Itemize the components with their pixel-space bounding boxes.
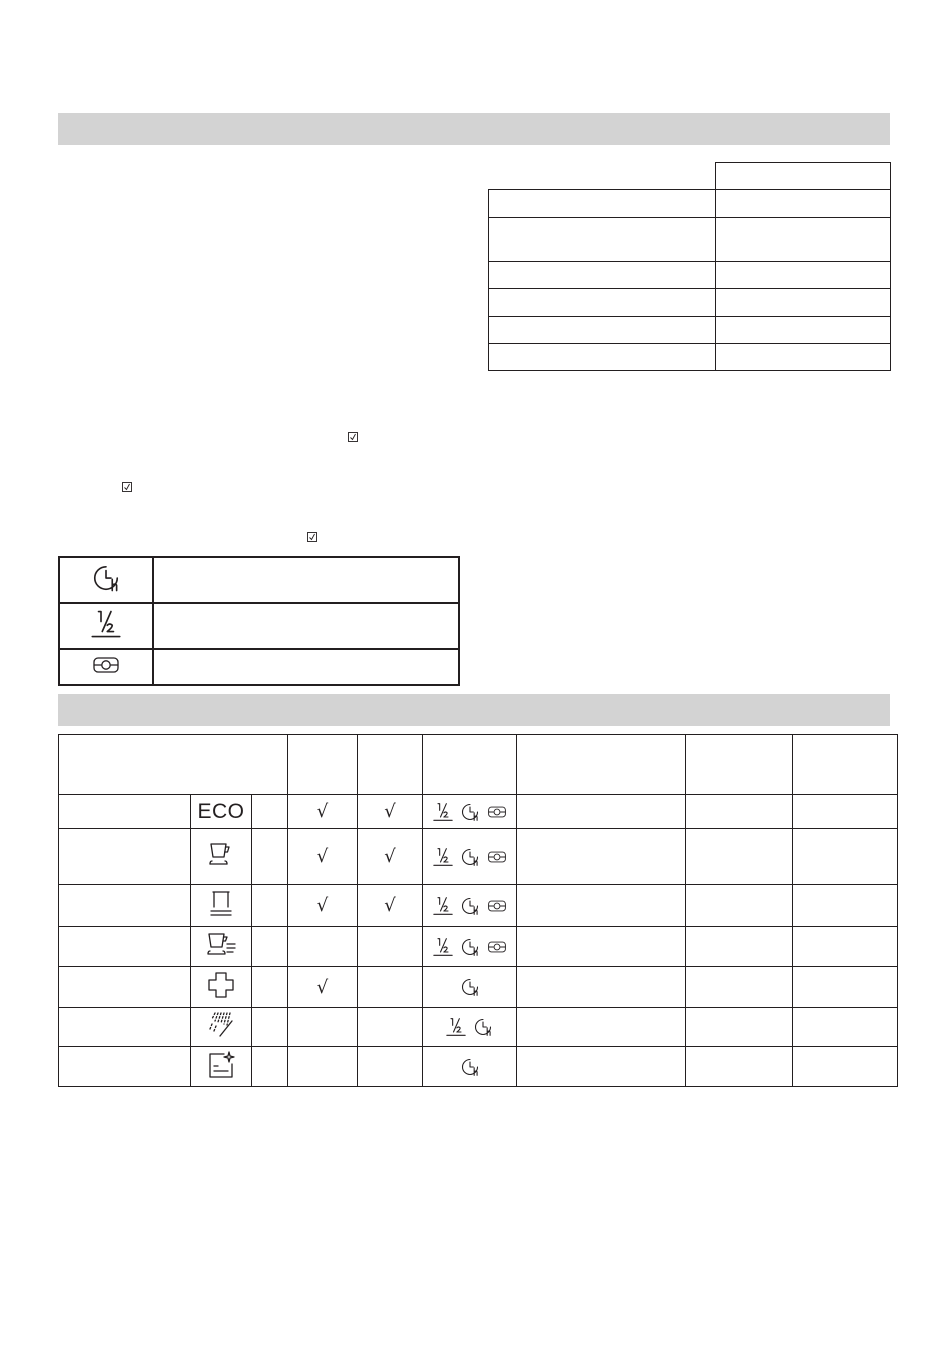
- check-mark: √: [316, 895, 329, 916]
- time-saver-icon: [460, 937, 480, 957]
- programme-spacer: [252, 967, 288, 1008]
- programme-symbol: [191, 795, 252, 829]
- section-header-band: [58, 113, 890, 145]
- extra-dry-icon: [487, 850, 507, 864]
- options-cell: [423, 927, 517, 967]
- quick-cup-icon: [205, 930, 237, 960]
- option-description: [153, 603, 459, 649]
- check-b: [358, 967, 423, 1008]
- programme-symbol: [191, 1008, 252, 1047]
- time-saver-icon: [460, 1057, 480, 1077]
- check-a: [288, 795, 358, 829]
- extra-dry-icon: [487, 940, 507, 954]
- spec-cell: [715, 190, 890, 218]
- programme-cell: [517, 1008, 686, 1047]
- programme-name: [59, 829, 191, 885]
- eco-label: ECO: [197, 799, 245, 823]
- time-saver-icon: [460, 847, 480, 867]
- spec-cell: [715, 317, 890, 344]
- programme-cell: [793, 885, 898, 927]
- programme-table: [58, 734, 898, 1087]
- option-description: [153, 649, 459, 685]
- options-cell: [423, 1008, 517, 1047]
- spec-cell: [715, 218, 890, 262]
- programme-name: [59, 885, 191, 927]
- spec-cell: [715, 163, 890, 190]
- programme-spacer: [252, 1047, 288, 1087]
- programme-cell: [517, 885, 686, 927]
- programme-cell: [793, 1047, 898, 1087]
- header-cell: [793, 735, 898, 795]
- check-b: [358, 1047, 423, 1087]
- programme-symbol: [191, 927, 252, 967]
- programme-cell: [686, 829, 793, 885]
- header-cell: [423, 735, 517, 795]
- programme-symbol: [191, 967, 252, 1008]
- spec-cell: [489, 344, 716, 371]
- programme-row: [59, 1008, 898, 1047]
- programme-cell: [793, 795, 898, 829]
- check-mark: √: [384, 895, 396, 916]
- header-cell: [288, 735, 358, 795]
- programme-header-row: [59, 735, 898, 795]
- programme-cell: [686, 795, 793, 829]
- check-a: [288, 927, 358, 967]
- programme-row: [59, 829, 898, 885]
- pot-icon: [206, 889, 236, 919]
- time-saver-icon: [91, 563, 121, 593]
- programme-spacer: [252, 927, 288, 967]
- extra-dry-icon: [487, 899, 507, 913]
- programme-cell: [686, 885, 793, 927]
- check-b: [358, 885, 423, 927]
- programme-name: [59, 1008, 191, 1047]
- programme-name: [59, 927, 191, 967]
- programme-name: [59, 967, 191, 1008]
- spec-cell: [489, 317, 716, 344]
- half-load-icon: [433, 937, 453, 957]
- spec-cell: [715, 344, 890, 371]
- programme-spacer: [252, 885, 288, 927]
- rinse-icon: [206, 1010, 236, 1040]
- programme-row: [59, 967, 898, 1008]
- options-cell: [423, 829, 517, 885]
- options-cell: [423, 1047, 517, 1087]
- half-load-icon: [446, 1017, 466, 1037]
- option-description: [153, 557, 459, 603]
- check-a: [288, 1047, 358, 1087]
- programme-cell: [517, 795, 686, 829]
- options-cell: [423, 885, 517, 927]
- programme-spacer: [252, 829, 288, 885]
- cross-icon: [206, 970, 236, 1000]
- section-header-band-programmes: [58, 694, 890, 726]
- programme-cell: [686, 1008, 793, 1047]
- header-cell: [517, 735, 686, 795]
- half-load-icon: [91, 609, 121, 639]
- check-mark: √: [384, 801, 396, 822]
- programme-spacer: [252, 795, 288, 829]
- programme-cell: [517, 829, 686, 885]
- check-b: [358, 829, 423, 885]
- spec-cell: [489, 163, 716, 190]
- time-saver-icon: [460, 977, 480, 997]
- programme-cell: [793, 1008, 898, 1047]
- programme-cell: [517, 1047, 686, 1087]
- extra-dry-icon: [487, 805, 507, 819]
- check-mark: √: [316, 801, 329, 822]
- check-mark: √: [316, 846, 329, 867]
- option-icon-cell: [59, 557, 153, 603]
- programme-symbol: [191, 885, 252, 927]
- programme-name: [59, 795, 191, 829]
- programme-symbol: [191, 1047, 252, 1087]
- spec-cell: [489, 262, 716, 289]
- programme-row: [59, 1047, 898, 1087]
- options-cell: [423, 795, 517, 829]
- options-cell: [423, 967, 517, 1008]
- check-mark: √: [316, 976, 329, 998]
- programme-cell: [517, 967, 686, 1008]
- spec-cell: [489, 218, 716, 262]
- half-load-icon: [433, 847, 453, 867]
- programme-row: [59, 885, 898, 927]
- programme-cell: [793, 967, 898, 1008]
- spec-cell: [715, 289, 890, 317]
- header-cell: [358, 735, 423, 795]
- header-cell: [686, 735, 793, 795]
- check-a: [288, 967, 358, 1008]
- programme-symbol: [191, 829, 252, 885]
- check-a: [288, 885, 358, 927]
- half-load-icon: [433, 802, 453, 822]
- programme-cell: [793, 829, 898, 885]
- check-a: [288, 829, 358, 885]
- spec-cell: [489, 190, 716, 218]
- spec-cell: [489, 289, 716, 317]
- header-cell: [59, 735, 288, 795]
- checkbox-icon: [348, 432, 358, 442]
- time-saver-icon: [473, 1017, 493, 1037]
- option-icon-cell: [59, 603, 153, 649]
- programme-row: [59, 927, 898, 967]
- machine-care-icon: [206, 1050, 236, 1080]
- checkbox-icon: [307, 532, 317, 542]
- spec-cell: [715, 262, 890, 289]
- programme-cell: [686, 927, 793, 967]
- checkbox-icon: [122, 482, 132, 492]
- time-saver-icon: [460, 896, 480, 916]
- extra-dry-icon: [92, 655, 120, 675]
- check-a: [288, 1008, 358, 1047]
- spec-table: [488, 162, 891, 371]
- option-icon-cell: [59, 649, 153, 685]
- options-legend-table: [58, 556, 460, 686]
- time-saver-icon: [460, 802, 480, 822]
- programme-name: [59, 1047, 191, 1087]
- check-mark: √: [384, 846, 396, 867]
- half-load-icon: [433, 896, 453, 916]
- check-b: [358, 1008, 423, 1047]
- check-b: [358, 927, 423, 967]
- programme-row: [59, 795, 898, 829]
- check-b: [358, 795, 423, 829]
- cup-icon: [206, 840, 236, 870]
- programme-cell: [517, 927, 686, 967]
- programme-spacer: [252, 1008, 288, 1047]
- programme-cell: [686, 967, 793, 1008]
- programme-cell: [686, 1047, 793, 1087]
- programme-cell: [793, 927, 898, 967]
